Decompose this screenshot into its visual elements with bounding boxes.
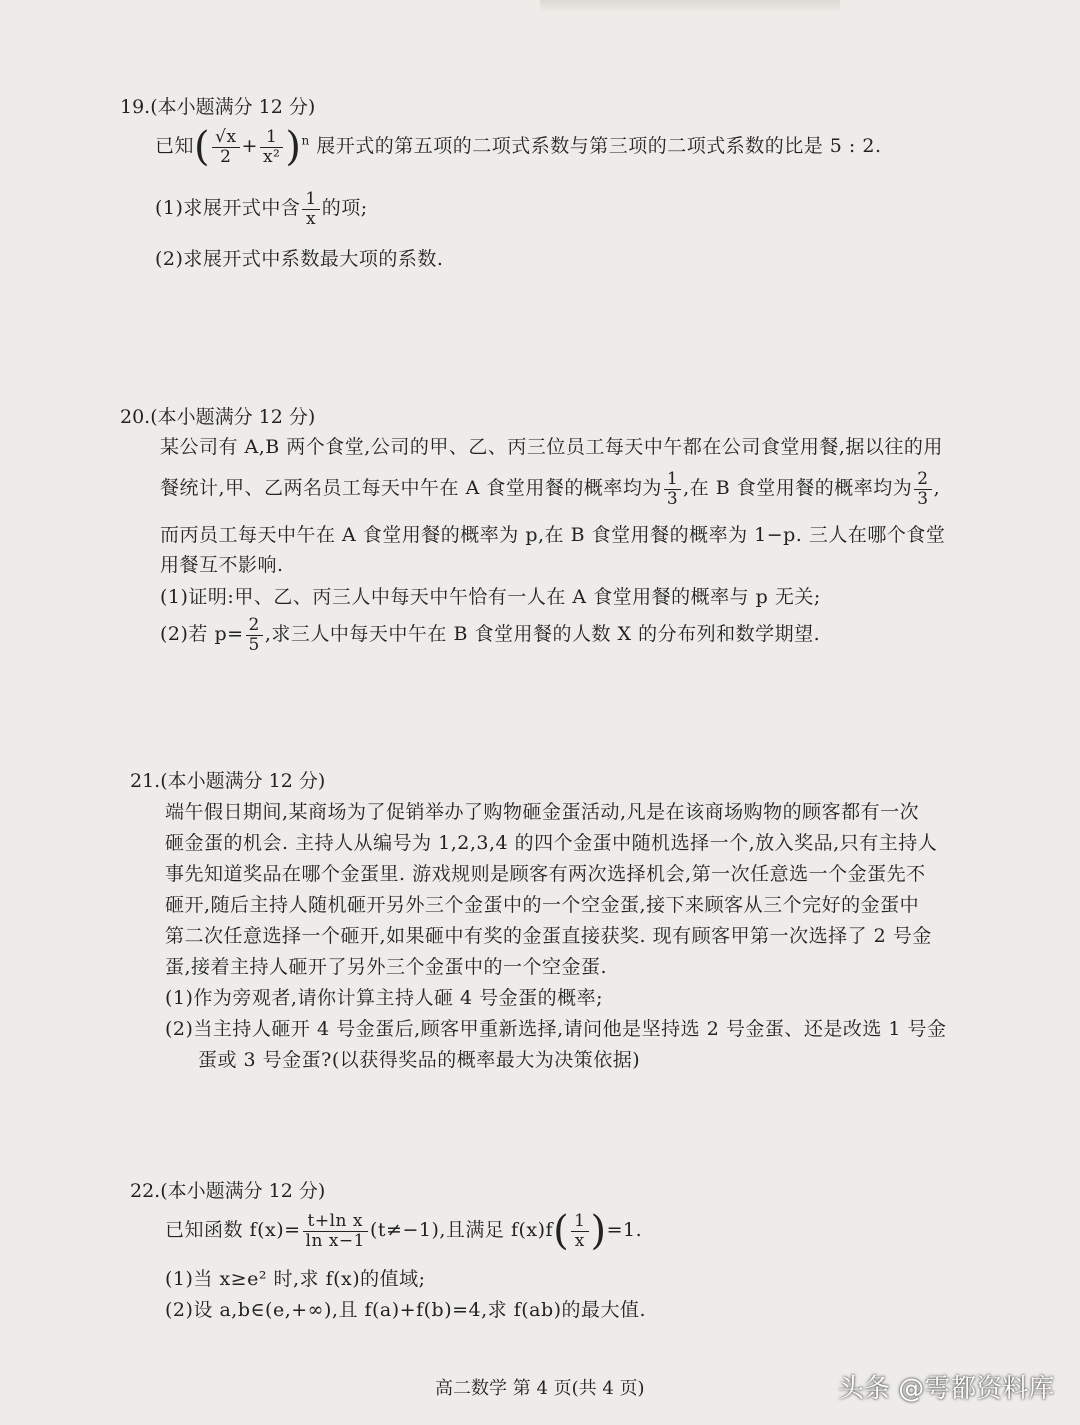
paren-close: ) bbox=[285, 124, 302, 170]
frac-1-over-3: $\frac{1}{3}$ bbox=[664, 470, 681, 508]
frac-2-over-3: $\frac{2}{3}$ bbox=[914, 470, 931, 508]
page-footer: 高二数学 第 4 页(共 4 页) bbox=[435, 1378, 645, 1399]
frac-2-over-5: $\frac{2}{5}$ bbox=[246, 616, 263, 654]
scan-shadow bbox=[540, 0, 840, 12]
q21-line6: 蛋,接着主持人砸开了另外三个金蛋中的一个空金蛋. bbox=[165, 956, 608, 978]
exponent-n: n bbox=[301, 133, 310, 148]
q21-line2: 砸金蛋的机会. 主持人从编号为 1,2,3,4 的四个金蛋中随机选择一个,放入奖品,只有主持人 bbox=[165, 832, 938, 854]
q20-line1: 某公司有 A,B 两个食堂,公司的甲、乙、丙三位员工每天中午都在公司食堂用餐,据以往的用 bbox=[160, 436, 943, 458]
q19-stem-prefix: 已知 bbox=[155, 135, 195, 157]
q20-part1: (1)证明:甲、乙、丙三人中每天中午恰有一人在 A 食堂用餐的概率与 p 无关; bbox=[160, 586, 821, 608]
q22-part1: (1)当 x≥e² 时,求 f(x)的值域; bbox=[165, 1268, 426, 1290]
q19-stem-suffix: 展开式的第五项的二项式系数与第三项的二项式系数的比是 5 : 2. bbox=[316, 135, 882, 157]
frac-sqrtx-over-2: $\frac{√x}{2}$ bbox=[212, 128, 239, 166]
q22-header: 22.(本小题满分 12 分) bbox=[130, 1180, 326, 1202]
q21-part1: (1)作为旁观者,请你计算主持人砸 4 号金蛋的概率; bbox=[165, 987, 604, 1009]
watermark: 头条 @雩都资料库 bbox=[838, 1374, 1055, 1404]
q21-line4: 砸开,随后主持人随机砸开另外三个金蛋中的一个空金蛋,接下来顾客从三个完好的金蛋中 bbox=[165, 894, 920, 916]
q20-line4: 用餐互不影响. bbox=[160, 554, 284, 576]
q19-part1: (1)求展开式中含 $\frac{1}{x}$ 的项; bbox=[155, 189, 368, 229]
q22-stem: 已知函数 f(x)= $\frac{\text{t+ln x}}{\text{ln x−1}}$ (t≠−1),且满足 f(x)f( $\frac{1}{x}$ )=1. bbox=[165, 1208, 643, 1254]
q19-header: 19.(本小题满分 12 分) bbox=[120, 96, 316, 118]
q21-part2b: 蛋或 3 号金蛋?(以获得奖品的概率最大为决策依据) bbox=[198, 1049, 641, 1071]
q20-line3: 而丙员工每天中午在 A 食堂用餐的概率为 p,在 B 食堂用餐的概率为 1−p. 三人在哪个食堂 bbox=[160, 524, 946, 546]
q21-header: 21.(本小题满分 12 分) bbox=[130, 770, 326, 792]
q20-header: 20.(本小题满分 12 分) bbox=[120, 406, 316, 428]
q20-part2: (2)若 p= $\frac{2}{5}$ ,求三人中每天中午在 B 食堂用餐的人数 X 的分布列和数学期望. bbox=[160, 615, 821, 655]
q21-line3: 事先知道奖品在哪个金蛋里. 游戏规则是顾客有两次选择机会,第一次任意选一个金蛋先不 bbox=[165, 863, 926, 885]
frac-f-of-x: $\frac{\text{t+ln x}}{\text{ln x−1}}$ bbox=[303, 1212, 368, 1250]
q20-line2: 餐统计,甲、乙两名员工每天中午在 A 食堂用餐的概率均为 $\frac{1}{3}$ ,在 B 食堂用餐的概率均为 $\frac{2}{3}$ , bbox=[160, 469, 941, 509]
q19-stem: 已知( $\frac{√x}{2}$ + $\frac{1}{\text{x²}}$ )$^n$ 展开式的第五项的二项式系数与第三项的二项式系数的比是 5 : 2. bbox=[155, 124, 882, 170]
q21-line1: 端午假日期间,某商场为了促销举办了购物砸金蛋活动,凡是在该商场购物的顾客都有一次 bbox=[165, 801, 920, 823]
q22-part2: (2)设 a,b∈(e,+∞),且 f(a)+f(b)=4,求 f(ab)的最大值. bbox=[165, 1299, 647, 1321]
q21-line5: 第二次任意选择一个砸开,如果砸中有奖的金蛋直接获奖. 现有顾客甲第一次选择了 2 号金 bbox=[165, 925, 932, 947]
paren-open: ( bbox=[194, 124, 211, 170]
frac-1-over-x: $\frac{1}{x}$ bbox=[302, 190, 319, 228]
frac-1-over-x2: $\frac{1}{\text{x²}}$ bbox=[260, 128, 283, 166]
q21-part2a: (2)当主持人砸开 4 号金蛋后,顾客甲重新选择,请问他是坚持选 2 号金蛋、还是改选 1 号金 bbox=[165, 1018, 947, 1040]
q19-part2: (2)求展开式中系数最大项的系数. bbox=[155, 248, 444, 270]
frac-1-over-x-arg: $\frac{1}{x}$ bbox=[571, 1212, 588, 1250]
